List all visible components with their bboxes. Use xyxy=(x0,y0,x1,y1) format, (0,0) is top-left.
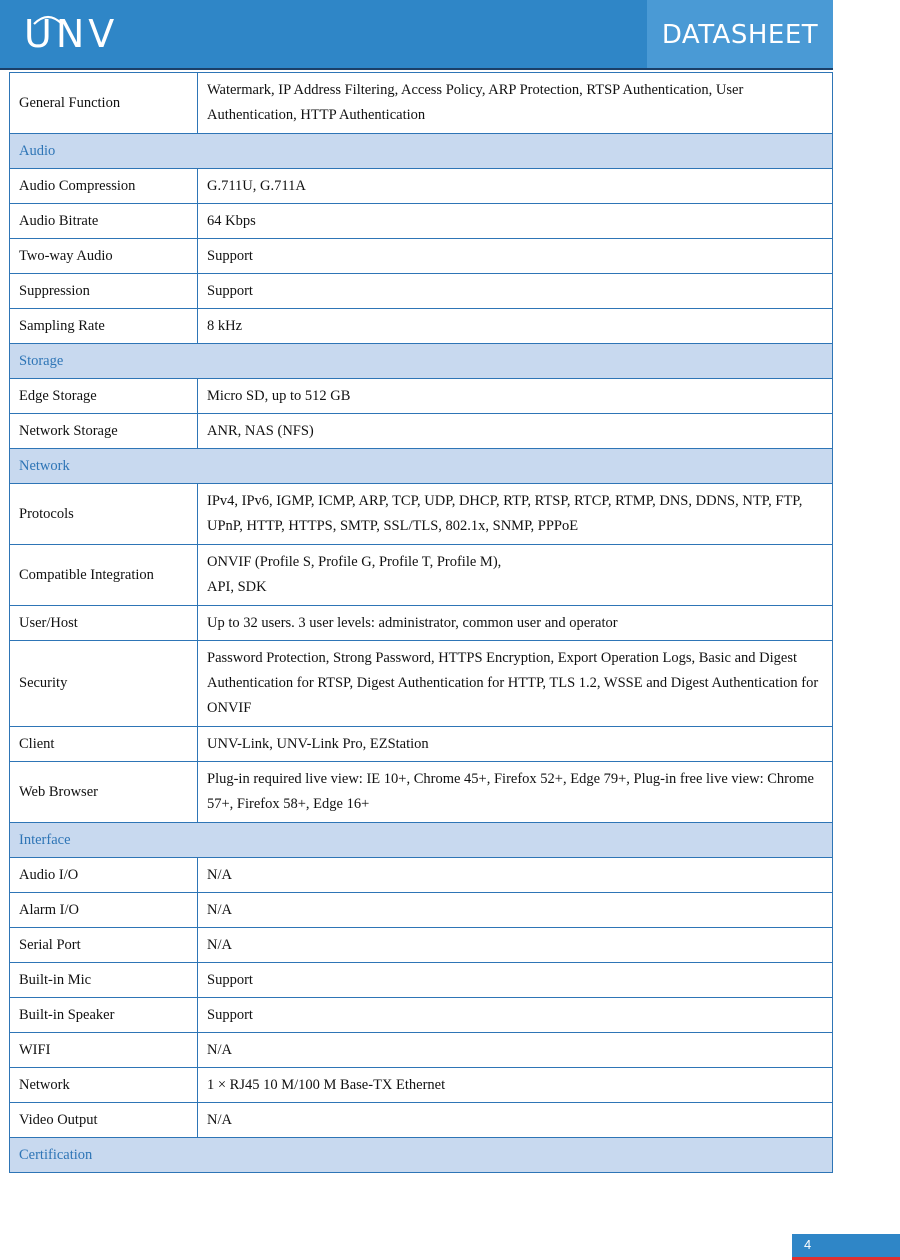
spec-label: WIFI xyxy=(10,1033,198,1068)
section-header-row xyxy=(10,449,833,484)
spec-value: N/A xyxy=(198,928,833,963)
section-header-row xyxy=(10,344,833,379)
spec-value: Support xyxy=(198,963,833,998)
spec-value: N/A xyxy=(198,1033,833,1068)
spec-label: Sampling Rate xyxy=(10,309,198,344)
spec-value: Watermark, IP Address Filtering, Access Policy, ARP Protection, RTSP Authentication, User Authentication, HTTP Authentication xyxy=(198,73,833,134)
table-row xyxy=(10,762,833,823)
spec-value: N/A xyxy=(198,893,833,928)
spec-label: Built-in Mic xyxy=(10,963,198,998)
spec-label: Audio I/O xyxy=(10,858,198,893)
section-title: Network xyxy=(10,449,833,484)
spec-label: Web Browser xyxy=(10,762,198,823)
spec-value: Password Protection, Strong Password, HTTPS Encryption, Export Operation Logs, Basic and Digest Authentication for RTSP, Digest Authentication for HTTP, TLS 1.2, WSSE and Digest Authentication for ONVIF xyxy=(198,641,833,727)
spec-value: Support xyxy=(198,239,833,274)
spec-value: 64 Kbps xyxy=(198,204,833,239)
spec-value: 8 kHz xyxy=(198,309,833,344)
spec-label: User/Host xyxy=(10,606,198,641)
datasheet-tab xyxy=(647,0,833,68)
table-row xyxy=(10,928,833,963)
table-row xyxy=(10,727,833,762)
spec-label: Two-way Audio xyxy=(10,239,198,274)
table-row xyxy=(10,998,833,1033)
table-row xyxy=(10,963,833,998)
table-row xyxy=(10,309,833,344)
table-row xyxy=(10,239,833,274)
spec-value: 1 × RJ45 10 M/100 M Base-TX Ethernet xyxy=(198,1068,833,1103)
table-row xyxy=(10,73,833,134)
spec-value: ONVIF (Profile S, Profile G, Profile T, Profile M), API, SDK xyxy=(198,545,833,606)
page-header xyxy=(0,0,833,70)
spec-value: Up to 32 users. 3 user levels: administrator, common user and operator xyxy=(198,606,833,641)
spec-label: Audio Compression xyxy=(10,169,198,204)
spec-value: Plug-in required live view: IE 10+, Chrome 45+, Firefox 52+, Edge 79+, Plug-in free live view: Chrome 57+, Firefox 58+, Edge 16+ xyxy=(198,762,833,823)
section-header-row xyxy=(10,1138,833,1173)
spec-label: Compatible Integration xyxy=(10,545,198,606)
table-row xyxy=(10,1033,833,1068)
spec-label: Alarm I/O xyxy=(10,893,198,928)
spec-label: General Function xyxy=(10,73,198,134)
spec-value: IPv4, IPv6, IGMP, ICMP, ARP, TCP, UDP, DHCP, RTP, RTSP, RTCP, RTMP, DNS, DDNS, NTP, FTP, UPnP, HTTP, HTTPS, SMTP, SSL/TLS, 802.1x, SNMP, PPPoE xyxy=(198,484,833,545)
spec-value: G.711U, G.711A xyxy=(198,169,833,204)
spec-value: Micro SD, up to 512 GB xyxy=(198,379,833,414)
section-header-row xyxy=(10,823,833,858)
section-title: Storage xyxy=(10,344,833,379)
table-row xyxy=(10,274,833,309)
table-row xyxy=(10,1068,833,1103)
table-row xyxy=(10,893,833,928)
spec-value: Support xyxy=(198,998,833,1033)
spec-label: Protocols xyxy=(10,484,198,545)
table-row xyxy=(10,1103,833,1138)
spec-label: Edge Storage xyxy=(10,379,198,414)
spec-value: N/A xyxy=(198,1103,833,1138)
doc-type-label: DATASHEET xyxy=(661,20,819,50)
table-row xyxy=(10,379,833,414)
spec-table-body xyxy=(10,73,833,1173)
section-title: Interface xyxy=(10,823,833,858)
spec-label: Video Output xyxy=(10,1103,198,1138)
spec-label: Security xyxy=(10,641,198,727)
spec-label: Serial Port xyxy=(10,928,198,963)
table-row xyxy=(10,484,833,545)
section-title: Certification xyxy=(10,1138,833,1173)
table-row xyxy=(10,545,833,606)
spec-value: UNV-Link, UNV-Link Pro, EZStation xyxy=(198,727,833,762)
section-header-row xyxy=(10,134,833,169)
table-row xyxy=(10,169,833,204)
spec-value: N/A xyxy=(198,858,833,893)
brand-logo: UNV xyxy=(24,12,119,56)
page-number: 4 xyxy=(792,1234,900,1260)
spec-label: Client xyxy=(10,727,198,762)
spec-label: Suppression xyxy=(10,274,198,309)
spec-label: Network Storage xyxy=(10,414,198,449)
spec-value: Support xyxy=(198,274,833,309)
spec-value: ANR, NAS (NFS) xyxy=(198,414,833,449)
table-row xyxy=(10,641,833,727)
spec-table xyxy=(9,72,833,1173)
spec-label: Audio Bitrate xyxy=(10,204,198,239)
section-title: Audio xyxy=(10,134,833,169)
table-row xyxy=(10,414,833,449)
spec-label: Network xyxy=(10,1068,198,1103)
table-row xyxy=(10,858,833,893)
spec-label: Built-in Speaker xyxy=(10,998,198,1033)
table-row xyxy=(10,204,833,239)
table-row xyxy=(10,606,833,641)
